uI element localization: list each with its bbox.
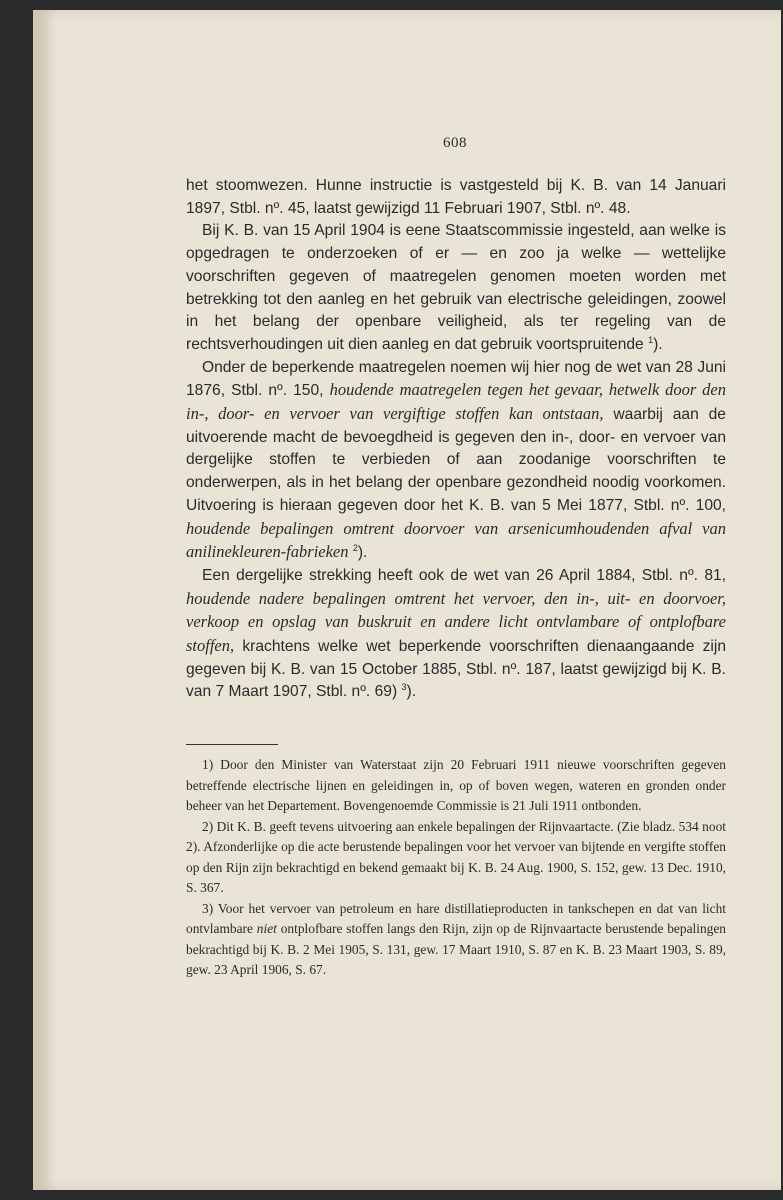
footnote-ref-1: 1 xyxy=(648,334,654,345)
footnote-divider xyxy=(186,744,278,745)
footnotes xyxy=(186,755,726,981)
page-gutter-shadow xyxy=(33,10,55,1190)
footnote-1: 1) Door den Minister van Waterstaat zijn 20 Februari 1911 nieuwe voorschriften gegeven betreffende electrische lijnen en geleidingen in, op of boven wegen, wateren en gronden onder beheer van het Departement. Bovengenoemde Commissie is 21 Juli 1911 ontbonden. xyxy=(186,757,726,813)
paragraph-3: Onder de beperkende maatregelen noemen wij hier nog de wet van 28 Juni 1876, Stbl. nº. 150, houdende maatregelen tegen het gevaar, hetwelk door den in-, door- en vervoer van vergiftige stoffen kan ontstaan, waarbij aan de uitvoerende macht de bevoegdheid is gegeven den in-, door- en vervoer van dergelijke stoffen te verbieden of aan zoodanige voorschriften te onderwerpen, als in het belang der openbare gezondheid noodig voorkomen. Uitvoering is hieraan gegeven door het K. B. van 5 Mei 1877, Stbl. nº. 100, houdende bepalingen omtrent doorvoer van arsenicumhoudenden afval van anilinekleuren-fabrieken $^2$). xyxy=(186,358,726,562)
page-number: 608 xyxy=(443,135,467,151)
paragraph-1: het stoomwezen. Hunne instructie is vastgesteld bij K. B. van 14 Januari 1897, Stbl. nº. 45, laatst gewijzigd 11 Februari 1907, Stbl. nº. 48. xyxy=(186,177,726,217)
footnote-ref-2: 2 xyxy=(352,543,358,554)
paragraph-2: Bij K. B. van 15 April 1904 is eene Staatscommissie ingesteld, aan welke is opgedragen te onderzoeken of er — en zoo ja welke — wettelijke voorschriften gegeven of maatregelen genomen moeten worden met betrekking tot den aanleg en het gebruik van electrische geleidingen, zoowel in het belang der openbare veiligheid, als ter regeling van de rechtsverhoudingen uit dien aanleg en dat gebruik voortspruitende $^1$). xyxy=(186,222,726,353)
body-text xyxy=(186,175,726,704)
footnote-3: 3) Voor het vervoer van petroleum en hare distillatieproducten in tankschepen en dat van licht ontvlambare niet ontplofbare stoffen langs den Rijn, zijn op de Rijnvaartacte berustende bepalingen bekrachtigd bij K. B. 2 Mei 1905, S. 131, gew. 17 Maart 1910, S. 87 en K. B. 23 Maart 1903, S. 89, gew. 23 April 1906, S. 67. xyxy=(186,900,726,977)
law-title-italic: houdende nadere bepalingen omtrent het vervoer, den in-, uit- en doorvoer, verkoop en opslag van buskruit en andere licht ontvlambare of ontplofbare stoffen, xyxy=(186,588,726,656)
law-title-italic: houdende maatregelen tegen het gevaar, hetwelk door den in-, door- en vervoer van vergiftige stoffen kan ontstaan, xyxy=(186,380,726,424)
footnote-ref-3: 3 xyxy=(401,682,407,693)
decree-title-italic: houdende bepalingen omtrent doorvoer van arsenicumhoudenden afval van anilinekleuren-fabrieken xyxy=(186,518,726,562)
paragraph-4: Een dergelijke strekking heeft ook de wet van 26 April 1884, Stbl. nº. 81, houdende nadere bepalingen omtrent het vervoer, den in-, uit- en doorvoer, verkoop en opslag van buskruit en andere licht ontvlambare of ontplofbare stoffen, krachtens welke wet beperkende voorschriften dienaangaande zijn gegeven bij K. B. van 15 October 1885, Stbl. nº. 187, laatst gewijzigd bij K. B. van 7 Maart 1907, Stbl. nº. 69) $^3$). xyxy=(186,566,726,701)
footnote-2: 2) Dit K. B. geeft tevens uitvoering aan enkele bepalingen der Rijnvaartacte. (Zie bladz. 534 noot 2). Afzonderlijke op die acte berustende bepalingen voor het vervoer van bijtende en vergifte stoffen op den Rijn zijn bekrachtigd en bekend gemaakt bij K. B. 24 Aug. 1900, S. 152, gew. 13 Dec. 1910, S. 367. xyxy=(186,818,726,895)
